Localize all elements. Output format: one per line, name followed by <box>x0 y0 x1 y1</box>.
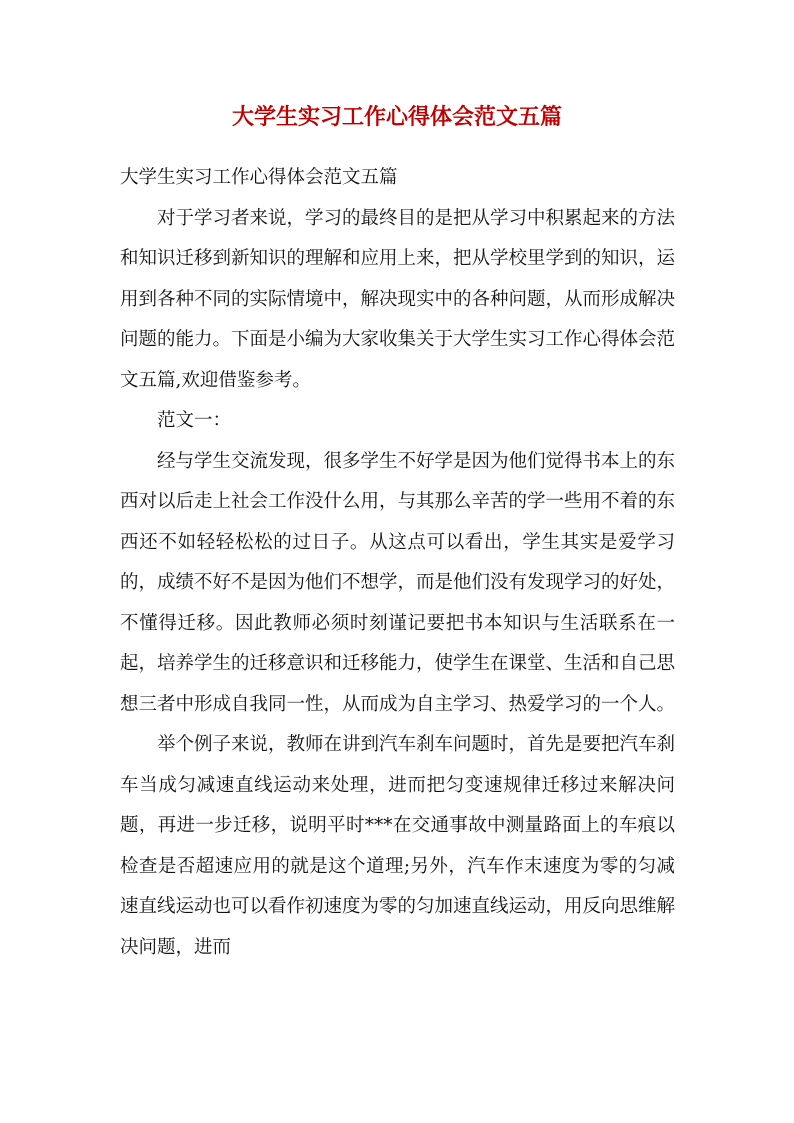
section-heading-sample-one: 范文一： <box>157 410 232 431</box>
body-paragraph: 举个例子来说，教师在讲到汽车刹车问题时，首先是要把汽车刹车当成匀减速直线运动来处理，进而把匀变速规律迁移过来解决问题，再进一步迁移，说明平时***在交通事故中测量路面上的车痕以检查是否超速应用的就是这个道理;另外，汽车作末速度为零的匀减速直线运动也可以看作初速度为零的匀加速直线运动，用反向思维解决问题，进而 <box>120 734 676 958</box>
body-paragraph: 经与学生交流发现，很多学生不好学是因为他们觉得书本上的东西对以后走上社会工作没什么用，与其那么辛苦的学一些用不着的东西还不如轻轻松松的过日子。从这点可以看出，学生其实是爱学习的，成绩不好不是因为他们不想学，而是他们没有发现学习的好处，不懂得迁移。因此教师必须时刻谨记要把书本知识与生活联系在一起，培养学生的迁移意识和迁移能力，使学生在课堂、生活和自己思想三者中形成自我同一性，从而成为自主学习、热爱学习的一个人。 <box>120 450 676 715</box>
subtitle-paragraph: 大学生实习工作心得体会范文五篇 <box>120 167 398 188</box>
document-title: 大学生实习工作心得体会范文五篇 <box>231 104 562 130</box>
intro-paragraph: 对于学习者来说，学习的最终目的是把从学习中积累起来的方法和知识迁移到新知识的理解和应用上来，把从学校里学到的知识，运用到各种不同的实际情境中，解决现实中的各种问题，从而形成解决问题的能力。下面是小编为大家收集关于大学生实习工作心得体会范文五篇,欢迎借鉴参考。 <box>120 207 676 391</box>
document-body <box>120 158 675 968</box>
